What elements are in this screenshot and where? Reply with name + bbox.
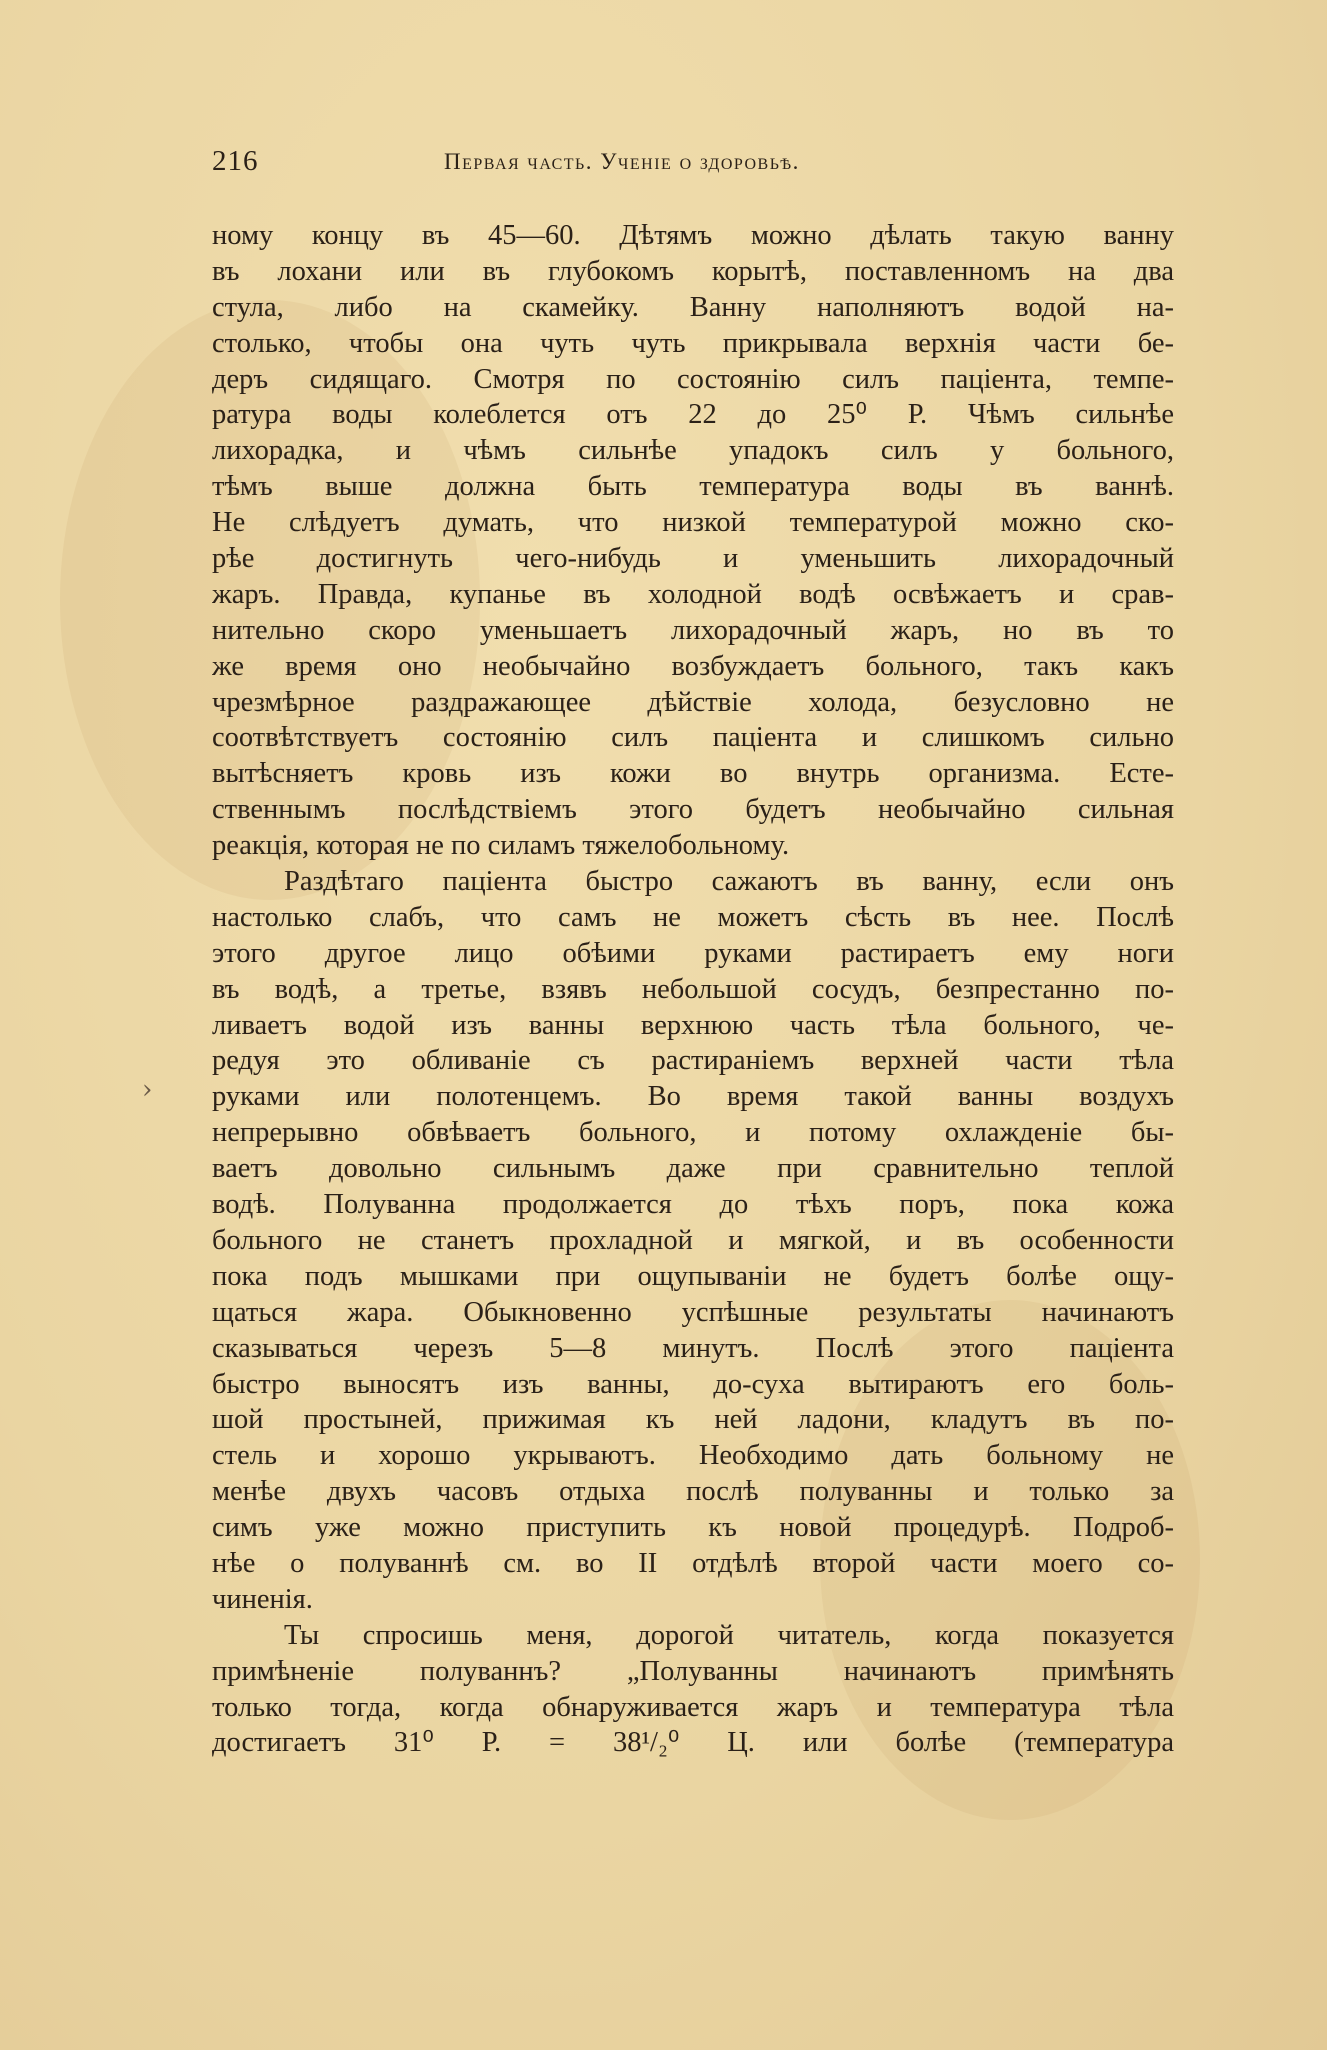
text-line: вытѣсняетъ кровь изъ кожи во внутрь организма. Есте- (212, 758, 1174, 790)
text-line: въ водѣ, а третье, взявъ небольшой сосудъ, безпрестанно по- (212, 973, 1174, 1005)
text-line: ливаетъ водой изъ ванны верхнюю часть тѣла больного, че- (212, 1009, 1174, 1041)
running-head: Первая часть. Ученіе о здоровьѣ. (444, 149, 800, 174)
text-line: Раздѣтаго паціента быстро сажаютъ въ ванну, если онъ (284, 866, 1174, 898)
page-number: 216 (212, 145, 259, 177)
margin-pencil-mark: › (142, 1075, 153, 1105)
text-line: въ лохани или въ глубокомъ корытѣ, поставленномъ на два (212, 255, 1174, 287)
text-line: чрезмѣрное раздражающее дѣйствіе холода, безусловно не (212, 686, 1174, 718)
text-line: же время оно необычайно возбуждаетъ больного, такъ какъ (212, 650, 1174, 682)
text-line: пока подъ мышками при ощупываніи не будетъ болѣе ощу- (212, 1260, 1174, 1292)
text-line: соотвѣтствуетъ состоянію силъ паціента и слишкомъ сильно (212, 722, 1174, 754)
text-line: менѣе двухъ часовъ отдыха послѣ полуванны и только за (212, 1476, 1174, 1508)
text-line: настолько слабъ, что самъ не можетъ сѣсть въ нее. Послѣ (212, 901, 1174, 933)
page-header (212, 145, 1172, 185)
text-line: примѣненіе полуваннъ? „Полуванны начинаютъ примѣнять (212, 1655, 1174, 1687)
text-line: столько, чтобы она чуть чуть прикрывала верхнія части бе- (212, 327, 1174, 359)
text-line: Не слѣдуетъ думать, что низкой температурой можно ско- (212, 507, 1174, 539)
text-line: водѣ. Полуванна продолжается до тѣхъ поръ, пока кожа (212, 1189, 1174, 1221)
text-line: больного не станетъ прохладной и мягкой, и въ особенности (212, 1224, 1174, 1256)
text-line: быстро выносятъ изъ ванны, до-суха вытираютъ его боль- (212, 1368, 1174, 1400)
body-text (212, 218, 1174, 1761)
text-line: реакція, которая не по силамъ тяжелобольному. (212, 830, 790, 862)
text-line: ратура воды колеблется отъ 22 до 25⁰ Р. Чѣмъ сильнѣе (212, 399, 1174, 431)
text-line: редуя это обливаніе съ растираніемъ верхней части тѣла (212, 1045, 1174, 1077)
text-line: этого другое лицо обѣими руками растираетъ ему ноги (212, 937, 1174, 969)
text-line: симъ уже можно приступить къ новой процедурѣ. Подроб- (212, 1512, 1174, 1544)
text-line: сказываться черезъ 5—8 минутъ. Послѣ этого паціента (212, 1332, 1174, 1364)
text-line: ваетъ довольно сильнымъ даже при сравнительно теплой (212, 1153, 1174, 1185)
text-line: жаръ. Правда, купанье въ холодной водѣ освѣжаетъ и срав- (212, 578, 1174, 610)
text-line: тѣмъ выше должна быть температура воды въ ваннѣ. (212, 471, 1174, 503)
text-line: достигаетъ 31⁰ Р. = 38¹/₂⁰ Ц. или болѣе (температура (212, 1727, 1174, 1759)
text-line: ственнымъ послѣдствіемъ этого будетъ необычайно сильная (212, 794, 1174, 826)
text-line: ному концу въ 45—60. Дѣтямъ можно дѣлать такую ванну (212, 220, 1174, 251)
text-line: шой простыней, прижимая къ ней ладони, кладутъ въ по- (212, 1404, 1174, 1436)
text-line: лихорадка, и чѣмъ сильнѣе упадокъ силъ у больного, (212, 435, 1174, 467)
text-line: нѣе о полуваннѣ см. во II отдѣлѣ второй части моего со- (212, 1547, 1174, 1579)
text-line: только тогда, когда обнаруживается жаръ и температура тѣла (212, 1691, 1174, 1723)
text-line: щаться жара. Обыкновенно успѣшные результаты начинаютъ (212, 1296, 1174, 1328)
text-line: чиненія. (212, 1583, 313, 1615)
text-line: нительно скоро уменьшаетъ лихорадочный жаръ, но въ то (212, 614, 1174, 646)
text-line: Ты спросишь меня, дорогой читатель, когда показуется (284, 1619, 1174, 1651)
text-line: стель и хорошо укрываютъ. Необходимо дать больному не (212, 1440, 1174, 1472)
text-line: непрерывно обвѣваетъ больного, и потому охлажденіе бы- (212, 1117, 1174, 1149)
text-line: рѣе достигнуть чего-нибудь и уменьшить лихорадочный (212, 543, 1174, 575)
text-line: стула, либо на скамейку. Ванну наполняютъ водой на- (212, 291, 1174, 323)
text-line: руками или полотенцемъ. Во время такой ванны воздухъ (212, 1081, 1174, 1113)
text-line: деръ сидящаго. Смотря по состоянію силъ паціента, темпе- (212, 363, 1174, 395)
